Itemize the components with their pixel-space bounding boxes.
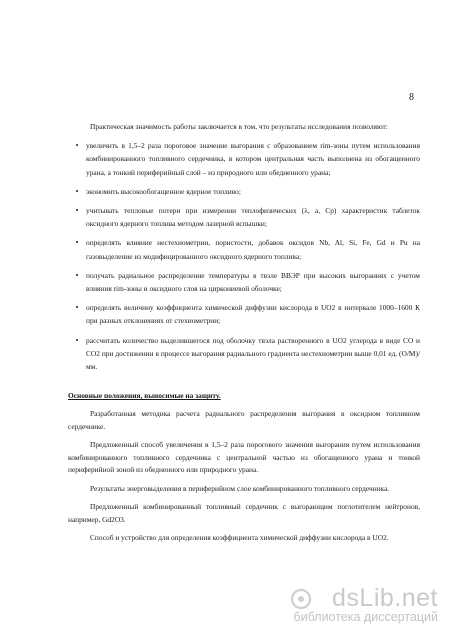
thesis-paragraph: Результаты энерговыделения в периферийном слое комбинированного топливного сердечника. [90, 483, 390, 493]
thesis-paragraph: Предложенный способ увеличения в 1,5–2 раза порогового значения выгорания путем использования комбинированного топливного сердечника с центральной частью из обогащенного урана и тонкой периферийной зоной из обедненного или природного урана. [68, 440, 420, 475]
list-item [68, 204, 420, 230]
thesis-paragraph: Способ и устройство для определения коэффициента химической диффузии кислорода в UO2. [90, 533, 389, 543]
brand-subtitle: библиотека диссертаций [293, 610, 438, 624]
dslib-logo-icon [290, 588, 312, 610]
list-item [68, 269, 420, 295]
page-number: 8 [409, 92, 414, 103]
list-item-text: рассчитать количество выделившегося под оболочку твэла растворенного в UO2 углерода в виде CO и CO2 при достижении в процессе выгорания радиального градиента нестехиометрии выше 0,01 ед. (О/М)/мм. [86, 335, 420, 372]
site-watermark [218, 584, 438, 628]
list-item-text: определять влияние нестехиометрии, пористости, добавок оксидов Nb, Al, Si, Fe, Gd и Pu на газовыделение из модифицированного оксидного ядерного топлива; [86, 238, 420, 261]
list-item-text: увеличить в 1,5–2 раза пороговое значение выгорания с образованием rim-зоны путем использования комбинированного топливного сердечника, в котором центральная часть выполнена из обогащенного урана, а тонкий периферийный слой – из природного или обедненного урана; [86, 141, 420, 177]
bullet-icon: • [75, 238, 79, 248]
section-title: Основные положения, выносимые на защиту. [68, 391, 221, 401]
thesis-paragraph: Предложенный комбинированный топливный сердечник с выгорающим поглотителем нейтронов, например, Gd2O3. [68, 502, 420, 524]
list-item-text: экономить высокообогащенное ядерное топливо; [86, 186, 241, 196]
bullet-icon: • [75, 303, 79, 313]
list-item [68, 236, 420, 262]
list-item [68, 334, 420, 374]
brand-name: dsLib.net [332, 584, 438, 612]
brand-row [332, 584, 438, 613]
bullet-icon: • [75, 335, 79, 345]
bullet-icon: • [75, 141, 79, 151]
list-item [68, 139, 420, 179]
list-item-text: получать радиальное распределение температуры в твэле ВВЭР при высоких выгораниях с учетом влияния rim-зоны и оксидного слоя на циркониевой оболочке; [86, 270, 420, 294]
bullet-icon: • [75, 270, 79, 280]
list-item-text: определять величину коэффициента химической диффузии кислорода в UO2 в интервале 1000–1600 К при разных отклонениях от стехиометрии; [86, 303, 420, 326]
bullet-icon: • [75, 186, 79, 196]
document-body [68, 120, 420, 551]
thesis-paragraph: Разработанная методика расчета радиального распределения выгорания в оксидном топливном сердечнике. [68, 409, 420, 431]
list-item-text: учитывать тепловые потери при измерении теплофизических (λ, a, Cp) характеристик таблеток оксидного ядерного топлива методом лазерной вспышки; [86, 206, 420, 229]
bullet-icon: • [75, 206, 79, 216]
list-item [68, 301, 420, 327]
intro-paragraph: Практическая значимость работы заключается в том, что результаты исследования позволяют: [90, 122, 388, 131]
list-item [68, 185, 420, 198]
